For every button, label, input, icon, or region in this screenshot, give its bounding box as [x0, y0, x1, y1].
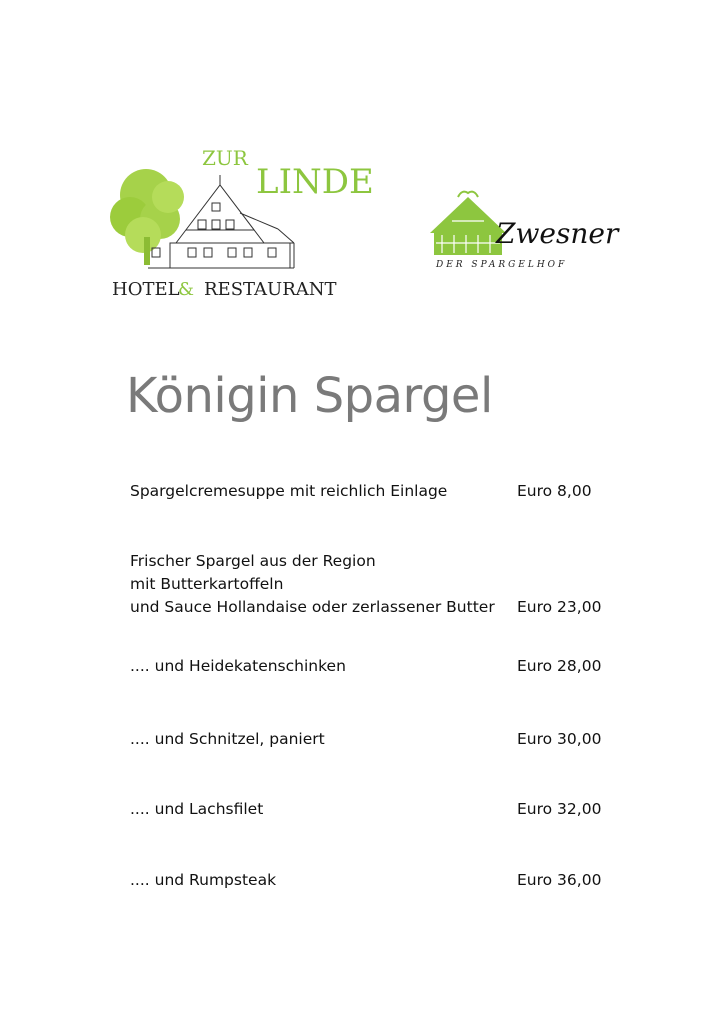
menu-price: Euro 30,00 [517, 730, 602, 748]
menu-item-rumpsteak [130, 869, 276, 892]
menu-price: Euro 28,00 [517, 657, 602, 675]
logo-sub-amp: & [178, 279, 195, 300]
menu-price: Euro 36,00 [517, 871, 602, 889]
logo-name-top: ZUR [202, 146, 248, 170]
spargelhof-logo [428, 185, 619, 270]
menu-item-salmon [130, 798, 263, 821]
menu-item-line: Frischer Spargel aus der Region [130, 552, 376, 570]
menu-item-line: mit Butterkartoffeln [130, 575, 284, 593]
menu-item-line: Spargelcremesuppe mit reichlich Einlage [130, 482, 448, 500]
menu-item-line: und Sauce Hollandaise oder zerlassener Butter [130, 598, 495, 616]
zur-linde-logo [108, 145, 388, 305]
menu-item-asparagus [130, 550, 495, 619]
menu-item-ham [130, 655, 346, 678]
menu-item-line: .... und Lachsfilet [130, 800, 264, 818]
menu-price: Euro 23,00 [517, 598, 602, 616]
logo-sub-restaurant: RESTAURANT [204, 279, 337, 300]
menu-price: Euro 8,00 [517, 482, 592, 500]
menu-item-schnitzel [130, 728, 325, 751]
farmhouse-icon [430, 192, 506, 255]
menu-item-line: .... und Rumpsteak [130, 871, 277, 889]
menu-item-soup [130, 480, 447, 503]
menu-price: Euro 32,00 [517, 800, 602, 818]
logo-name-main: LINDE [256, 162, 374, 202]
menu-item-line: .... und Schnitzel, paniert [130, 730, 325, 748]
page-title: Königin Spargel [126, 368, 493, 424]
logo-sub-hotel: HOTEL [112, 279, 180, 300]
logo-subtitle: DER SPARGELHOF [436, 260, 568, 270]
menu-item-line: .... und Heidekatenschinken [130, 657, 346, 675]
logo-script-name: Zwesner [496, 217, 619, 250]
